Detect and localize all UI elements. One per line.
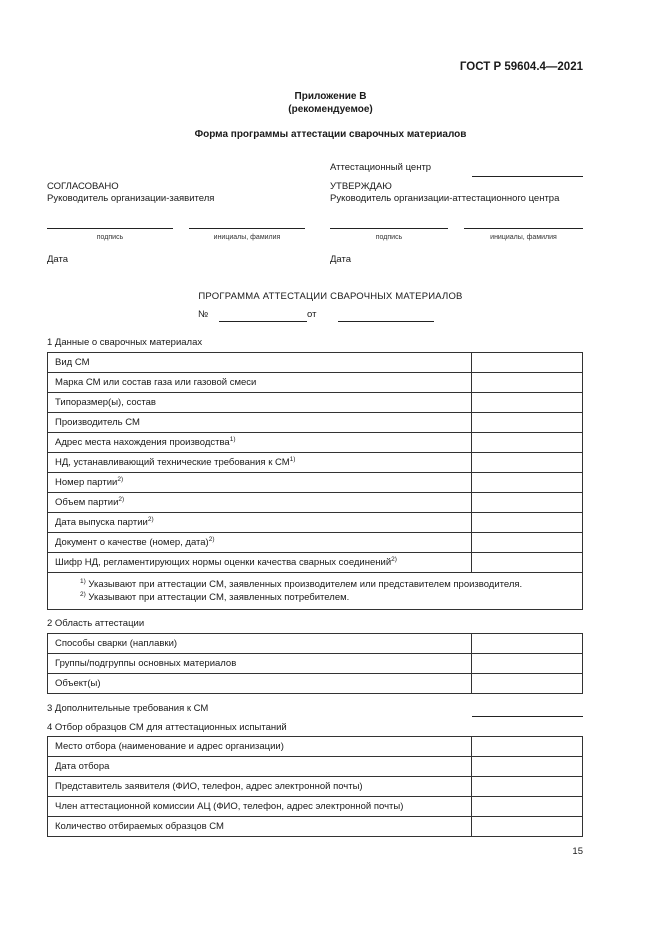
- program-date-label: от: [307, 309, 317, 320]
- row-label-cell: [48, 674, 472, 694]
- row-value-cell[interactable]: [472, 513, 583, 533]
- table-row: [48, 674, 583, 694]
- footnote: [80, 591, 582, 604]
- table-row: [48, 817, 583, 837]
- row-value-cell[interactable]: [472, 493, 583, 513]
- table-row: [48, 493, 583, 513]
- section1-title: 1 Данные о сварочных материалах: [47, 337, 203, 348]
- section3-title: 3 Дополнительные требования к СМ: [47, 703, 209, 714]
- footnote-mark: 2): [117, 476, 124, 483]
- row-label: Дата отбора: [55, 761, 110, 772]
- row-value-cell[interactable]: [472, 654, 583, 674]
- footnote-mark: 2): [208, 536, 215, 543]
- caption-name-right: инициалы, фамилия: [490, 234, 557, 241]
- table-row: [48, 553, 583, 573]
- table-row: [48, 353, 583, 373]
- row-label-cell: [48, 654, 472, 674]
- attestation-center-label: Аттестационный центр: [330, 162, 432, 173]
- date-label-right: Дата: [330, 254, 352, 265]
- row-label: Объем партии: [55, 497, 119, 508]
- page-number: 15: [572, 846, 583, 857]
- footnotes-cell: [48, 573, 583, 610]
- row-value-cell[interactable]: [472, 817, 583, 837]
- row-value-cell[interactable]: [472, 413, 583, 433]
- row-label-cell: [48, 513, 472, 533]
- row-label: Номер партии: [55, 477, 118, 488]
- row-label: Член аттестационной комиссии АЦ (ФИО, телефон, адрес электронной почты): [55, 801, 404, 812]
- row-label: Адрес места нахождения производства: [55, 437, 230, 448]
- row-label-cell: [48, 757, 472, 777]
- row-label: Производитель СМ: [55, 417, 140, 428]
- program-number-label: №: [198, 309, 209, 320]
- row-label: Место отбора (наименование и адрес организации): [55, 741, 284, 752]
- footnote-text: Указывают при аттестации СМ, заявленных производителем или представителем производителя.: [85, 579, 523, 590]
- row-value-cell[interactable]: [472, 674, 583, 694]
- table-row: [48, 473, 583, 493]
- row-value-cell[interactable]: [472, 473, 583, 493]
- row-value-cell[interactable]: [472, 373, 583, 393]
- section3-line: [472, 716, 583, 717]
- attestation-center-line: [472, 176, 583, 177]
- footnote-text: Указывают при аттестации СМ, заявленных потребителем.: [85, 592, 350, 603]
- footnote-mark: 1): [289, 456, 296, 463]
- signature-line-right: [330, 228, 448, 229]
- row-label-cell: [48, 817, 472, 837]
- row-label-cell: [48, 373, 472, 393]
- row-label-cell: [48, 634, 472, 654]
- row-label-cell: [48, 453, 472, 473]
- row-value-cell[interactable]: [472, 634, 583, 654]
- table-row: [48, 757, 583, 777]
- table-row: [48, 634, 583, 654]
- name-line-right: [464, 228, 583, 229]
- appendix-subtitle: (рекомендуемое): [288, 104, 373, 115]
- table-row: [48, 654, 583, 674]
- form-title: Форма программы аттестации сварочных материалов: [194, 129, 467, 140]
- footnote-mark: 2): [391, 556, 397, 563]
- row-label: Марка СМ или состав газа или газовой смеси: [55, 377, 257, 388]
- footnotes-row: [48, 573, 583, 610]
- section4-table: [47, 736, 583, 837]
- standard-number: ГОСТ Р 59604.4—2021: [459, 61, 583, 73]
- table-row: [48, 797, 583, 817]
- section4-title: 4 Отбор образцов СМ для аттестационных испытаний: [47, 722, 287, 733]
- table-row: [48, 777, 583, 797]
- row-label-cell: [48, 353, 472, 373]
- table-row: [48, 453, 583, 473]
- row-label: Количество отбираемых образцов СМ: [55, 821, 224, 832]
- footnote-mark: 1): [229, 436, 236, 443]
- row-label: Объект(ы): [55, 678, 101, 689]
- row-label-cell: [48, 473, 472, 493]
- row-value-cell[interactable]: [472, 393, 583, 413]
- row-label: Представитель заявителя (ФИО, телефон, адрес электронной почты): [55, 781, 363, 792]
- row-label-cell: [48, 533, 472, 553]
- table-row: [48, 433, 583, 453]
- section1-table: [47, 352, 583, 610]
- row-label-cell: [48, 797, 472, 817]
- row-label-cell: [48, 393, 472, 413]
- row-label: Документ о качестве (номер, дата): [55, 537, 209, 548]
- row-value-cell[interactable]: [472, 737, 583, 757]
- row-label: Вид СМ: [55, 357, 90, 368]
- section2-table: [47, 633, 583, 694]
- approval-role-left: Руководитель организации-заявителя: [47, 193, 215, 204]
- row-label-cell: [48, 433, 472, 453]
- footnote-mark: 2): [147, 516, 154, 523]
- row-label: Способы сварки (наплавки): [55, 638, 178, 649]
- approval-role-right: Руководитель организации-аттестационного центра: [330, 193, 560, 204]
- appendix-title: Приложение В: [294, 91, 367, 102]
- row-value-cell[interactable]: [472, 757, 583, 777]
- program-date-line: [338, 321, 434, 322]
- row-label: Дата выпуска партии: [55, 517, 148, 528]
- section2-title: 2 Область аттестации: [47, 618, 145, 629]
- row-label-cell: [48, 413, 472, 433]
- signature-line-left: [47, 228, 173, 229]
- program-number-line: [219, 321, 307, 322]
- table-row: [48, 413, 583, 433]
- table-row: [48, 373, 583, 393]
- row-value-cell[interactable]: [472, 433, 583, 453]
- approval-stamp-left: СОГЛАСОВАНО: [47, 181, 119, 192]
- row-value-cell[interactable]: [472, 533, 583, 553]
- name-line-left: [189, 228, 305, 229]
- date-label-left: Дата: [47, 254, 69, 265]
- table-row: [48, 533, 583, 553]
- caption-name-left: инициалы, фамилия: [213, 234, 281, 241]
- row-label-cell: [48, 737, 472, 757]
- row-value-cell[interactable]: [472, 797, 583, 817]
- row-label-cell: [48, 777, 472, 797]
- table-row: [48, 513, 583, 533]
- row-label: Шифр НД, регламентирующих нормы оценки качества сварных соединений: [55, 557, 392, 568]
- footnote-mark: 2): [118, 496, 125, 503]
- row-label: Группы/подгруппы основных материалов: [55, 658, 237, 669]
- table-row: [48, 737, 583, 757]
- row-label-cell: [48, 553, 472, 573]
- row-value-cell[interactable]: [472, 353, 583, 373]
- footnote-mark: 2): [80, 591, 86, 598]
- row-label: Типоразмер(ы), состав: [55, 397, 156, 408]
- row-value-cell[interactable]: [472, 453, 583, 473]
- caption-signature-right: подпись: [375, 234, 403, 241]
- row-label: НД, устанавливающий технические требования к СМ: [55, 457, 290, 468]
- caption-signature-left: подпись: [96, 234, 124, 241]
- row-value-cell[interactable]: [472, 777, 583, 797]
- row-label-cell: [48, 493, 472, 513]
- footnote: [80, 578, 582, 591]
- table-row: [48, 393, 583, 413]
- footnote-mark: 1): [80, 578, 86, 585]
- row-value-cell[interactable]: [472, 553, 583, 573]
- program-title: ПРОГРАММА АТТЕСТАЦИИ СВАРОЧНЫХ МАТЕРИАЛОВ: [198, 291, 463, 302]
- approval-stamp-right: УТВЕРЖДАЮ: [330, 181, 392, 192]
